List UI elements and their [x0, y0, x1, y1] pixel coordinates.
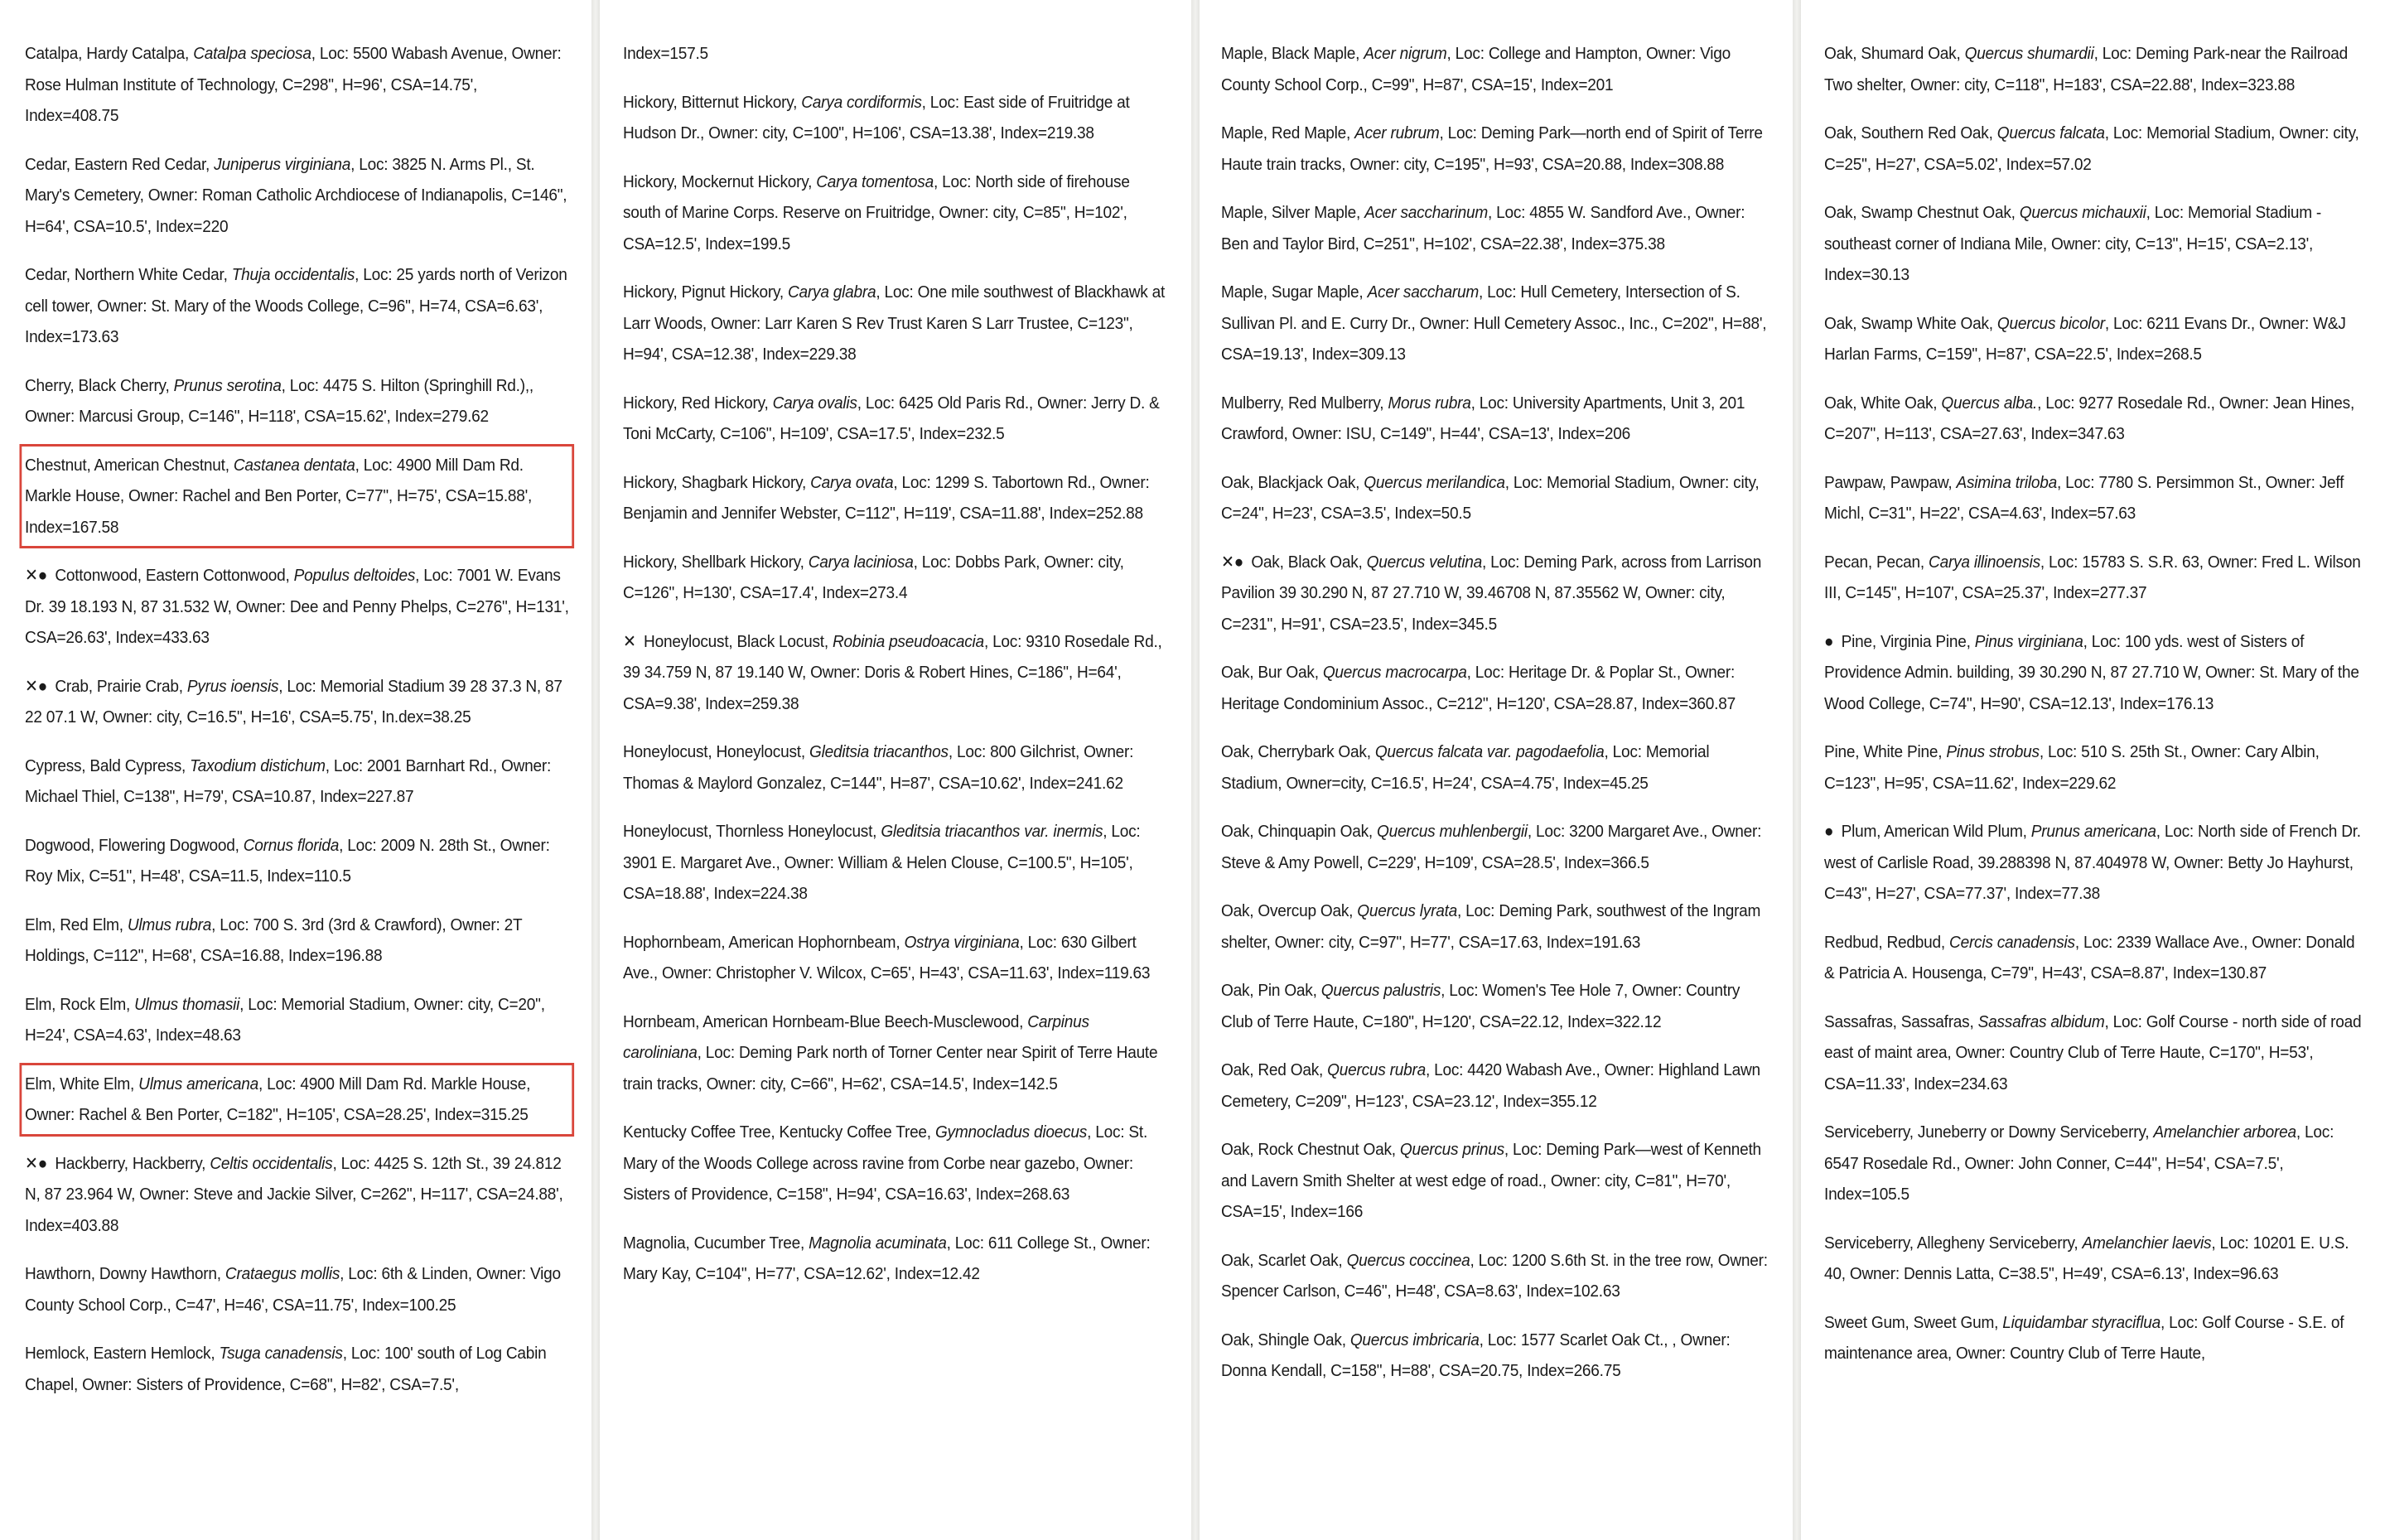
- tree-details: , Loc: Hull Cemetery, Intersection of S. Sullivan Pl. and E. Curry Dr., Owner: Hull Cemetery Assoc., Inc., C=202", H=88', CSA=19.13', Index=309.13: [1221, 282, 1767, 364]
- tree-scientific-name: Prunus serotina: [173, 375, 282, 395]
- tree-common-name: Oak, Chinquapin Oak,: [1221, 822, 1378, 841]
- tree-details: , Loc: Memorial Stadium 39 28 37.3 N, 87 22 07.1 W, Owner: city, C=16.5", H=16', CSA=5.75', In.dex=38.25: [25, 676, 562, 727]
- tree-common-name: Oak, Scarlet Oak,: [1221, 1250, 1347, 1270]
- tree-entry: [25, 671, 569, 733]
- tree-scientific-name: Acer saccharinum: [1364, 203, 1488, 222]
- tree-entry: [25, 560, 569, 654]
- tree-scientific-name: Morus rubra: [1388, 393, 1471, 413]
- tree-details: , Loc: St. Mary of the Woods College across ravine from Corbe near gazebo, Owner: Sisters of Providence, C=158", H=94', CSA=16.63', Index=268.63: [623, 1122, 1148, 1204]
- tree-common-name: Hackberry, Hackberry,: [55, 1153, 210, 1173]
- tree-scientific-name: Crataegus mollis: [224, 1264, 340, 1283]
- tree-scientific-name: Carya laciniosa: [808, 552, 914, 572]
- tree-common-name: Oak, Overcup Oak,: [1221, 901, 1358, 920]
- tree-details: , Loc: 6547 Rosedale Rd., Owner: John Conner, C=44", H=54', CSA=7.5', Index=105.5: [1824, 1122, 2334, 1204]
- tree-details: , Loc: Memorial Stadium, Owner: city, C=24", H=23', CSA=3.5', Index=50.5: [1221, 472, 1760, 523]
- tree-scientific-name: Quercus coccinea: [1346, 1250, 1470, 1270]
- tree-common-name: Maple, Silver Maple,: [1221, 203, 1365, 222]
- tree-scientific-name: Acer nigrum: [1364, 44, 1447, 63]
- tree-entry: [1824, 467, 2363, 529]
- tree-common-name: Cypress, Bald Cypress,: [25, 756, 191, 775]
- tree-common-name: Honeylocust, Honeylocust,: [623, 742, 809, 761]
- tree-scientific-name: Acer rubrum: [1354, 123, 1440, 142]
- tree-entry: [25, 259, 569, 353]
- tree-common-name: Chestnut, American Chestnut,: [25, 455, 234, 475]
- tree-details: , Loc: 4900 Mill Dam Rd. Markle House, Owner: Rachel and Ben Porter, C=77", H=75', CSA=15.88', Index=167.58: [25, 455, 533, 537]
- tree-scientific-name: Catalpa speciosa: [193, 44, 311, 63]
- tree-common-name: Hickory, Pignut Hickory,: [623, 282, 789, 302]
- tree-entry: [623, 87, 1169, 149]
- tree-details: , Loc: Memorial Stadium, Owner: city, C=25", H=27', CSA=5.02', Index=57.02: [1824, 123, 2359, 174]
- tree-entry: [1221, 1325, 1770, 1387]
- tree-entry: [1221, 547, 1770, 640]
- tree-common-name: Maple, Black Maple,: [1221, 44, 1364, 63]
- tree-scientific-name: Carpinus caroliniana: [623, 1011, 1089, 1062]
- tree-details: , Loc: 2009 N. 28th St., Owner: Roy Mix, C=51", H=48', CSA=11.5, Index=110.5: [25, 835, 550, 886]
- tree-entry: [1221, 388, 1770, 450]
- tree-entry-highlighted: [25, 450, 569, 543]
- tree-scientific-name: Carya tomentosa: [816, 171, 934, 191]
- tree-entry: [1824, 736, 2363, 799]
- tree-scientific-name: Carya illinoensis: [1929, 552, 2040, 572]
- tree-details: , Loc: 4420 Wabash Ave., Owner: Highland Lawn Cemetery, C=209", H=123', CSA=23.12', Index=355.12: [1221, 1060, 1760, 1111]
- tree-details: , Loc: East side of Fruitridge at Hudson Dr., Owner: city, C=100", H=106', CSA=13.38', Index=219.38: [623, 92, 1130, 142]
- tree-details: , Loc: North side of firehouse south of Marine Corps. Reserve on Fruitridge, Owner: city, C=85", H=102', CSA=12.5', Index=199.5: [623, 171, 1130, 253]
- tree-details: , Loc: 2339 Wallace Ave., Owner: Donald & Patricia A. Housenga, C=79", H=43', CSA=8.87', Index=130.87: [1824, 932, 2355, 982]
- tree-common-name: Oak, Blackjack Oak,: [1221, 472, 1364, 492]
- tree-scientific-name: Quercus bicolor: [1996, 313, 2105, 333]
- status-marker-icon: ✕●: [1221, 552, 1244, 572]
- tree-details: , Loc: Golf Course - S.E. of maintenance area, Owner: Country Club of Terre Haute,: [1824, 1312, 2344, 1363]
- tree-entry: [25, 989, 569, 1051]
- tree-scientific-name: Tsuga canadensis: [219, 1344, 343, 1363]
- column-1: [0, 0, 591, 1540]
- tree-details: , Loc: 611 College St., Owner: Mary Kay, C=104", H=77', CSA=12.62', Index=12.42: [623, 1233, 1151, 1283]
- tree-common-name: Oak, Cherrybark Oak,: [1221, 742, 1375, 761]
- tree-entry: [623, 736, 1169, 799]
- tree-scientific-name: Prunus americana: [2030, 822, 2156, 841]
- tree-entry: [1221, 975, 1770, 1037]
- tree-scientific-name: Quercus palustris: [1320, 981, 1441, 1000]
- tree-entry: [623, 38, 1169, 70]
- tree-entry: [25, 370, 569, 432]
- tree-entry: [25, 38, 569, 132]
- tree-details: , Loc: One mile southwest of Blackhawk at Larr Woods, Owner: Larr Karen S Rev Trust Karen S Larr Trustee, C=123", H=94', CSA=12.38', Index=229.38: [623, 282, 1166, 364]
- tree-details: , Loc: Deming Park, across from Larrison Pavilion 39 30.290 N, 87 27.710 W, 39.46708 N, 87.35562 W, Owner: city, C=231", H=91', CSA=23.5', Index=345.5: [1221, 552, 1762, 634]
- tree-entry: [1221, 277, 1770, 370]
- tree-entry: [623, 1007, 1169, 1100]
- tree-common-name: Magnolia, Cucumber Tree,: [623, 1233, 809, 1253]
- tree-details: , Loc: University Apartments, Unit 3, 201 Crawford, Owner: ISU, C=149", H=44', CSA=13', Index=206: [1221, 393, 1745, 443]
- tree-scientific-name: Asimina triloba: [1956, 472, 2058, 492]
- tree-details: , Loc: Deming Park—west of Kenneth and Lavern Smith Shelter at west edge of road., Owner: city, C=81", H=70', CSA=15', Index=166: [1221, 1140, 1761, 1221]
- tree-details: , Loc: 4855 W. Sandford Ave., Owner: Ben and Taylor Bird, C=251", H=102', CSA=22.38', Index=375.38: [1221, 203, 1745, 253]
- tree-common-name: Pawpaw, Pawpaw,: [1824, 472, 1957, 492]
- tree-details: , Loc: 3901 E. Margaret Ave., Owner: William & Helen Clouse, C=100.5", H=105', CSA=18.88', Index=224.38: [623, 822, 1141, 903]
- tree-scientific-name: Ulmus thomasii: [134, 994, 240, 1014]
- tree-entry: [1824, 816, 2363, 910]
- tree-details: , Loc: 25 yards north of Verizon cell tower, Owner: St. Mary of the Woods College, C=96", H=74, CSA=6.63', Index=173.63: [25, 265, 567, 346]
- tree-entry-highlighted: [25, 1069, 569, 1131]
- tree-scientific-name: Carya ovata: [810, 472, 894, 492]
- tree-details: , Loc: Dobbs Park, Owner: city, C=126", H=130', CSA=17.4', Index=273.4: [623, 552, 1124, 602]
- tree-entry: [1824, 38, 2363, 100]
- status-marker-icon: ✕●: [25, 676, 48, 696]
- tree-scientific-name: Magnolia acuminata: [809, 1233, 947, 1253]
- tree-entry: [1221, 467, 1770, 529]
- tree-details: , Loc: Deming Park—north end of Spirit of Terre Haute train tracks, Owner: city, C=195", H=93', CSA=20.88, Index=308.88: [1221, 123, 1763, 174]
- tree-common-name: Maple, Red Maple,: [1221, 123, 1355, 142]
- tree-common-name: Redbud, Redbud,: [1824, 932, 1950, 952]
- tree-common-name: Cedar, Northern White Cedar,: [25, 265, 232, 284]
- tree-entry: [1221, 896, 1770, 958]
- tree-common-name: Hawthorn, Downy Hawthorn,: [25, 1264, 225, 1283]
- tree-scientific-name: Quercus velutina: [1366, 552, 1483, 572]
- tree-common-name: Pine, Virginia Pine,: [1841, 631, 1975, 651]
- column-2: [600, 0, 1191, 1540]
- tree-scientific-name: Carya glabra: [788, 282, 876, 302]
- tree-entry: [1824, 1007, 2363, 1100]
- status-marker-icon: ✕●: [25, 566, 48, 585]
- tree-entry: [1824, 197, 2363, 291]
- tree-details: , Loc: Memorial Stadium, Owner: city, C=20", H=24', CSA=4.63', Index=48.63: [25, 994, 545, 1045]
- tree-entry: [25, 830, 569, 892]
- tree-common-name: Pine, White Pine,: [1824, 742, 1947, 761]
- tree-scientific-name: Quercus falcata var. pagodaefolia: [1374, 742, 1605, 761]
- tree-scientific-name: Cornus florida: [243, 835, 340, 855]
- tree-scientific-name: Thuja occidentalis: [231, 265, 355, 284]
- tree-common-name: Oak, Black Oak,: [1251, 552, 1367, 572]
- tree-common-name: Sweet Gum, Sweet Gum,: [1824, 1312, 2003, 1332]
- tree-details: , Loc: 7001 W. Evans Dr. 39 18.193 N, 87 31.532 W, Owner: Dee and Penny Phelps, C=276", H=131', CSA=26.63', Index=433.63: [25, 566, 569, 647]
- tree-common-name: Hickory, Shagbark Hickory,: [623, 472, 811, 492]
- tree-details: , Loc: 1200 S.6th St. in the tree row, Owner: Spencer Carlson, C=46", H=48', CSA=8.63', Index=102.63: [1221, 1250, 1768, 1301]
- tree-details: , Loc: 100 yds. west of Sisters of Providence Admin. building, 39 30.290 N, 87 27.710 W, Owner: St. Mary of the Wood College, C=74", H=90', CSA=12.13', Index=176.13: [1824, 631, 2359, 713]
- tree-details: , Loc: Women's Tee Hole 7, Owner: Country Club of Terre Haute, C=180", H=120', CSA=22.12, Index=322.12: [1221, 981, 1740, 1031]
- tree-common-name: Index=157.5: [623, 44, 708, 63]
- tree-details: , Loc: 1299 S. Tabortown Rd., Owner: Benjamin and Jennifer Webster, C=112", H=119', CSA=11.88', Index=252.88: [623, 472, 1150, 523]
- column-4: [1801, 0, 2385, 1540]
- column-3: [1200, 0, 1793, 1540]
- tree-entry: [25, 1338, 569, 1400]
- tree-common-name: Cottonwood, Eastern Cottonwood,: [55, 566, 294, 585]
- tree-common-name: Kentucky Coffee Tree, Kentucky Coffee Tree,: [623, 1122, 935, 1142]
- tree-common-name: Oak, Swamp White Oak,: [1824, 313, 1997, 333]
- tree-scientific-name: Quercus lyrata: [1357, 901, 1458, 920]
- tree-scientific-name: Pinus virginiana: [1974, 631, 2083, 651]
- tree-entry: [1824, 388, 2363, 450]
- tree-common-name: Serviceberry, Juneberry or Downy Serviceberry,: [1824, 1122, 2154, 1142]
- tree-entry: [623, 1228, 1169, 1290]
- tree-scientific-name: Populus deltoides: [293, 566, 416, 585]
- tree-scientific-name: Gymnocladus dioecus: [934, 1122, 1088, 1142]
- tree-details: , Loc: Heritage Dr. & Poplar St., Owner: Heritage Condominium Assoc., C=212", H=120', CSA=28.87, Index=360.87: [1221, 663, 1736, 713]
- tree-details: , Loc: Deming Park-near the Railroad Two shelter, Owner: city, C=118", H=183', CSA=22.88', Index=323.88: [1824, 44, 2349, 94]
- tree-details: , Loc: 700 S. 3rd (3rd & Crawford), Owner: 2T Holdings, C=112", H=68', CSA=16.88, Index=196.88: [25, 915, 523, 965]
- tree-details: , Loc: College and Hampton, Owner: Vigo County School Corp., C=99", H=87', CSA=15', Index=201: [1221, 44, 1731, 94]
- tree-details: , Loc: Memorial Stadium, Owner=city, C=16.5', H=24', CSA=4.75', Index=45.25: [1221, 742, 1710, 793]
- tree-details: , Loc: 6425 Old Paris Rd., Owner: Jerry D. & Toni McCarty, C=106", H=109', CSA=17.5', Index=232.5: [623, 393, 1160, 443]
- status-marker-icon: ●: [1824, 631, 1834, 651]
- tree-entry: [623, 927, 1169, 989]
- status-marker-icon: ✕●: [25, 1153, 48, 1173]
- tree-scientific-name: Ulmus rubra: [127, 915, 212, 934]
- tree-scientific-name: Amelanchier laevis: [2082, 1233, 2212, 1253]
- tree-details: , Loc: 4900 Mill Dam Rd. Markle House, Owner: Rachel & Ben Porter, C=182", H=105', CSA=28.25', Index=315.25: [25, 1074, 531, 1124]
- tree-common-name: Plum, American Wild Plum,: [1841, 822, 2031, 841]
- tree-common-name: Oak, Rock Chestnut Oak,: [1221, 1140, 1400, 1159]
- tree-common-name: Honeylocust, Black Locust,: [644, 631, 833, 651]
- tree-scientific-name: Quercus falcata: [1996, 123, 2105, 142]
- tree-entry: [1221, 1055, 1770, 1117]
- tree-common-name: Maple, Sugar Maple,: [1221, 282, 1368, 302]
- tree-scientific-name: Quercus michauxii: [2019, 203, 2146, 222]
- tree-entry: [623, 277, 1169, 370]
- tree-details: , Loc: Golf Course - north side of road east of maint area, Owner: Country Club of Terre Haute, C=170", H=53', CSA=11.33', Index=234.63: [1824, 1011, 2362, 1093]
- tree-scientific-name: Pinus strobus: [1946, 742, 2040, 761]
- column-divider: [591, 0, 600, 1540]
- tree-common-name: Cherry, Black Cherry,: [25, 375, 174, 395]
- tree-entry: [25, 910, 569, 972]
- tree-details: , Loc: 9310 Rosedale Rd., 39 34.759 N, 87 19.140 W, Owner: Doris & Robert Hines, C=186", H=64', CSA=9.38', Index=259.38: [623, 631, 1162, 713]
- tree-entry: [623, 167, 1169, 260]
- tree-common-name: Dogwood, Flowering Dogwood,: [25, 835, 244, 855]
- tree-entry: [1221, 657, 1770, 719]
- tree-scientific-name: Quercus macrocarpa: [1322, 663, 1467, 682]
- tree-entry: [1824, 1117, 2363, 1210]
- tree-details: , Loc: 5500 Wabash Avenue, Owner: Rose Hulman Institute of Technology, C=298", H=96', CSA=14.75', Index=408.75: [25, 44, 562, 125]
- tree-scientific-name: Cercis canadensis: [1949, 932, 2075, 952]
- tree-entry: [1221, 1245, 1770, 1307]
- tree-scientific-name: Gleditsia triacanthos var. inermis: [881, 822, 1103, 841]
- tree-details: , Loc: 3825 N. Arms Pl., St. Mary's Cemetery, Owner: Roman Catholic Archdiocese of Indianapolis, C=146", H=64', CSA=10.5', Index=220: [25, 154, 567, 236]
- tree-common-name: Oak, Swamp Chestnut Oak,: [1824, 203, 2020, 222]
- tree-common-name: Hickory, Bitternut Hickory,: [623, 92, 802, 112]
- tree-common-name: Hophornbeam, American Hophornbeam,: [623, 932, 905, 952]
- tree-common-name: Sassafras, Sassafras,: [1824, 1011, 1978, 1031]
- tree-entry: [1221, 38, 1770, 100]
- tree-entry: [1824, 1307, 2363, 1369]
- status-marker-icon: ✕: [623, 631, 636, 651]
- tree-scientific-name: Ulmus americana: [138, 1074, 259, 1093]
- tree-scientific-name: Pyrus ioensis: [186, 676, 279, 696]
- tree-entry: [1221, 736, 1770, 799]
- tree-entry: [1221, 197, 1770, 259]
- tree-scientific-name: Quercus merilandica: [1364, 472, 1505, 492]
- tree-scientific-name: Quercus shumardii: [1964, 44, 2094, 63]
- tree-scientific-name: Carya ovalis: [772, 393, 857, 413]
- tree-details: , Loc: 9277 Rosedale Rd., Owner: Jean Hines, C=207", H=113', CSA=27.63', Index=347.63: [1824, 393, 2355, 443]
- tree-common-name: Elm, Rock Elm,: [25, 994, 135, 1014]
- tree-details: , Loc: 630 Gilbert Ave., Owner: Christopher V. Wilcox, C=65', H=43', CSA=11.63', Index=119.63: [623, 932, 1151, 982]
- tree-entry: [1221, 118, 1770, 180]
- tree-scientific-name: Taxodium distichum: [190, 756, 326, 775]
- tree-common-name: Hickory, Shellbark Hickory,: [623, 552, 809, 572]
- tree-common-name: Serviceberry, Allegheny Serviceberry,: [1824, 1233, 2083, 1253]
- tree-common-name: Catalpa, Hardy Catalpa,: [25, 44, 194, 63]
- tree-details: , Loc: 7780 S. Persimmon St., Owner: Jeff Michl, C=31", H=22', CSA=4.63', Index=57.63: [1824, 472, 2344, 523]
- tree-scientific-name: Sassafras albidum: [1977, 1011, 2105, 1031]
- tree-scientific-name: Robinia pseudoacacia: [832, 631, 984, 651]
- tree-entry: [1824, 547, 2363, 609]
- column-divider: [1793, 0, 1801, 1540]
- tree-common-name: Oak, Red Oak,: [1221, 1060, 1328, 1079]
- tree-common-name: Mulberry, Red Mulberry,: [1221, 393, 1388, 413]
- tree-entry: [623, 467, 1169, 529]
- tree-common-name: Crab, Prairie Crab,: [55, 676, 187, 696]
- tree-details: , Loc: Deming Park, southwest of the Ingram shelter, Owner: city, C=97", H=77', CSA=17.63, Index=191.63: [1221, 901, 1761, 952]
- tree-entry: [1824, 927, 2363, 989]
- tree-details: , Loc: 800 Gilchrist, Owner: Thomas & Maylord Gonzalez, C=144", H=87', CSA=10.62', Index=241.62: [623, 742, 1134, 793]
- tree-entry: [1824, 118, 2363, 180]
- tree-common-name: Pecan, Pecan,: [1824, 552, 1929, 572]
- tree-scientific-name: Quercus alba.: [1941, 393, 2038, 413]
- tree-entry: [1824, 308, 2363, 370]
- tree-entry: [1824, 626, 2363, 720]
- tree-details: , Loc: 6th & Linden, Owner: Vigo County School Corp., C=47', H=46', CSA=11.75', Index=100.25: [25, 1264, 561, 1315]
- tree-scientific-name: Quercus muhlenbergii: [1377, 822, 1528, 841]
- tree-entry: [1221, 816, 1770, 878]
- tree-entry: [25, 751, 569, 813]
- tree-details: , Loc: 1577 Scarlet Oak Ct., , Owner: Donna Kendall, C=158", H=88', CSA=20.75, Index=266.75: [1221, 1330, 1731, 1380]
- tree-common-name: Oak, Southern Red Oak,: [1824, 123, 1997, 142]
- tree-entry: [25, 1148, 569, 1242]
- tree-common-name: Elm, White Elm,: [25, 1074, 139, 1093]
- tree-scientific-name: Ostrya virginiana: [904, 932, 1020, 952]
- tree-details: , Loc: Deming Park north of Torner Center near Spirit of Terre Haute train tracks, Owner: city, C=66", H=62', CSA=14.5', Index=142.5: [623, 1043, 1158, 1093]
- tree-entry: [1221, 1134, 1770, 1228]
- tree-entry: [25, 149, 569, 243]
- tree-scientific-name: Celtis occidentalis: [210, 1153, 333, 1173]
- tree-details: , Loc: 2001 Barnhart Rd., Owner: Michael Thiel, C=138", H=79', CSA=10.87, Index=227.87: [25, 756, 552, 806]
- tree-scientific-name: Gleditsia triacanthos: [809, 742, 949, 761]
- tree-scientific-name: Acer saccharum: [1367, 282, 1480, 302]
- tree-details: , Loc: 510 S. 25th St., Owner: Cary Albin, C=123", H=95', CSA=11.62', Index=229.62: [1824, 742, 2320, 793]
- tree-details: , Loc: 100' south of Log Cabin Chapel, Owner: Sisters of Providence, C=68", H=82', CSA=7.5',: [25, 1344, 547, 1394]
- status-marker-icon: ●: [1824, 822, 1834, 841]
- tree-entry: [623, 1117, 1169, 1210]
- tree-scientific-name: Quercus imbricaria: [1349, 1330, 1480, 1349]
- tree-common-name: Elm, Red Elm,: [25, 915, 128, 934]
- tree-entry: [623, 388, 1169, 450]
- tree-details: , Loc: 3200 Margaret Ave., Owner: Steve & Amy Powell, C=229', H=109', CSA=28.5', Index=366.5: [1221, 822, 1762, 872]
- column-divider: [1191, 0, 1200, 1540]
- tree-common-name: Hemlock, Eastern Hemlock,: [25, 1344, 220, 1363]
- tree-common-name: Oak, Bur Oak,: [1221, 663, 1323, 682]
- tree-details: , Loc: 6211 Evans Dr., Owner: W&J Harlan Farms, C=159", H=87', CSA=22.5', Index=268.5: [1824, 313, 2346, 364]
- tree-scientific-name: Juniperus virginiana: [214, 154, 351, 174]
- tree-scientific-name: Quercus prinus: [1399, 1140, 1504, 1159]
- tree-common-name: Oak, White Oak,: [1824, 393, 1942, 413]
- tree-scientific-name: Carya cordiformis: [801, 92, 922, 112]
- tree-entry: [25, 1258, 569, 1320]
- tree-common-name: Hickory, Mockernut Hickory,: [623, 171, 817, 191]
- tree-details: , Loc: Memorial Stadium -southeast corner of Indiana Mile, Owner: city, C=13", H=15', CSA=2.13', Index=30.13: [1824, 203, 2322, 284]
- tree-details: , Loc: 10201 E. U.S. 40, Owner: Dennis Latta, C=38.5", H=49', CSA=6.13', Index=96.63: [1824, 1233, 2349, 1283]
- tree-common-name: Hickory, Red Hickory,: [623, 393, 773, 413]
- tree-scientific-name: Liquidambar styraciflua: [2002, 1312, 2161, 1332]
- tree-common-name: Oak, Pin Oak,: [1221, 981, 1321, 1000]
- tree-scientific-name: Quercus rubra: [1327, 1060, 1426, 1079]
- tree-entry: [623, 816, 1169, 910]
- tree-common-name: Cedar, Eastern Red Cedar,: [25, 154, 215, 174]
- tree-common-name: Oak, Shumard Oak,: [1824, 44, 1965, 63]
- tree-details: , Loc: 4475 S. Hilton (Springhill Rd.),, Owner: Marcusi Group, C=146", H=118', CSA=15.62', Index=279.62: [25, 375, 534, 426]
- tree-details: , Loc: North side of French Dr. west of Carlisle Road, 39.288398 N, 87.404978 W, Owner: Betty Jo Hayhurst, C=43", H=27', CSA=77.37', Index=77.38: [1824, 822, 2361, 903]
- tree-common-name: Oak, Shingle Oak,: [1221, 1330, 1350, 1349]
- tree-entry: [623, 547, 1169, 609]
- tree-common-name: Hornbeam, American Hornbeam-Blue Beech-Musclewood,: [623, 1011, 1028, 1031]
- tree-common-name: Honeylocust, Thornless Honeylocust,: [623, 822, 881, 841]
- tree-details: , Loc: 4425 S. 12th St., 39 24.812 N, 87 23.964 W, Owner: Steve and Jackie Silver, C=262", H=117', CSA=24.88', Index=403.88: [25, 1153, 563, 1235]
- tree-entry: [623, 626, 1169, 720]
- tree-scientific-name: Amelanchier arborea: [2153, 1122, 2296, 1142]
- tree-entry: [1824, 1228, 2363, 1290]
- tree-details: , Loc: 15783 S. S.R. 63, Owner: Fred L. Wilson III, C=145", H=107', CSA=25.37', Index=277.37: [1824, 552, 2361, 602]
- tree-scientific-name: Castanea dentata: [233, 455, 355, 475]
